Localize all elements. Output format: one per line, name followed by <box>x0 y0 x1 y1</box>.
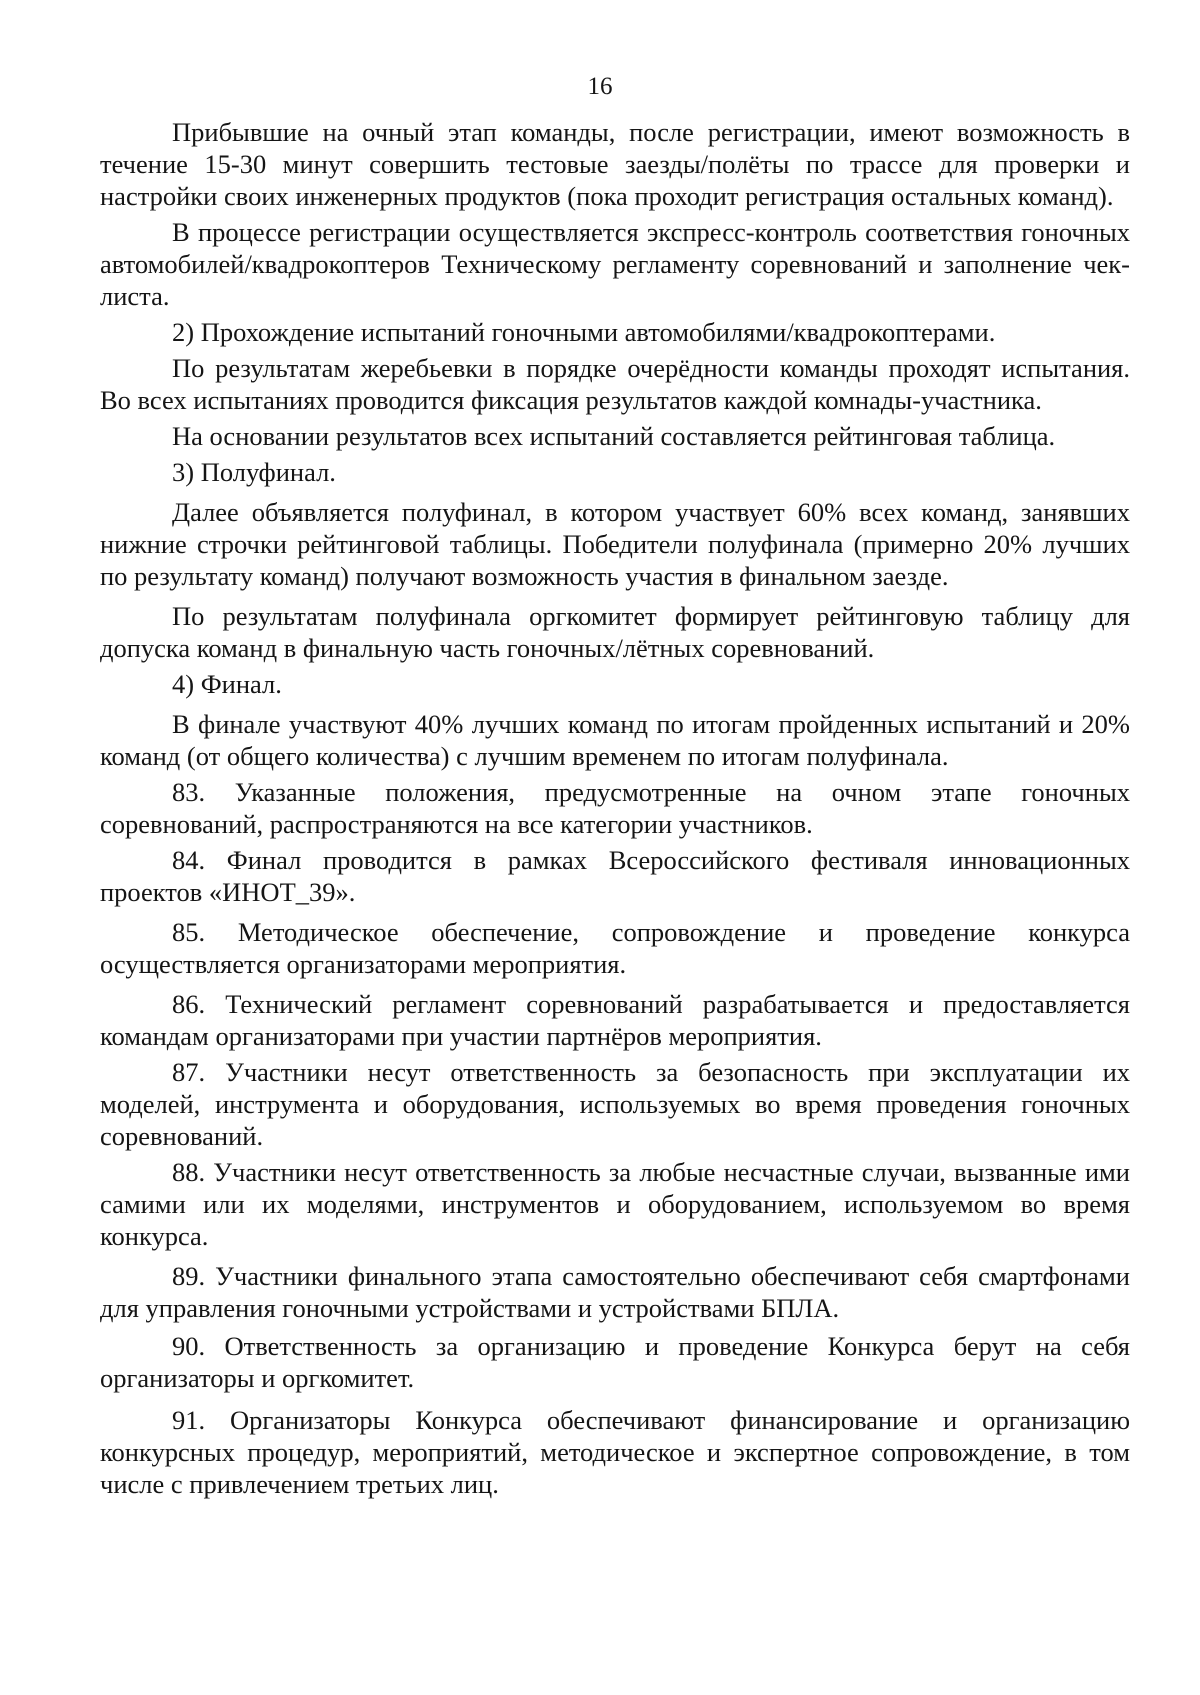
paragraph-arrival-testing: Прибывшие на очный этап команды, после регистрации, имеют возможность в течение 15-30 минут совершить тестовые заезды/полёты по трассе для проверки и настройки своих инженерных продуктов (пока проходит регистрация остальных команд). <box>100 117 1130 211</box>
paragraph-item-90: 90. Ответственность за организацию и проведение Конкурса берут на себя организаторы и оргкомитет. <box>100 1331 1130 1393</box>
page-number: 16 <box>587 73 613 100</box>
paragraph-final-description: В финале участвуют 40% лучших команд по итогам пройденных испытаний и 20% команд (от общего количества) с лучшим временем по итогам полуфинала. <box>100 709 1130 771</box>
paragraph-item-89: 89. Участники финального этапа самостоятельно обеспечивают себя смартфонами для управления гоночными устройствами и устройствами БПЛА. <box>100 1261 1130 1323</box>
paragraph-registration-control: В процессе регистрации осуществляется экспресс-контроль соответствия гоночных автомобилей/квадрокоптеров Техническому регламенту соревнований и заполнение чек-листа. <box>100 217 1130 311</box>
paragraph-item-83: 83. Указанные положения, предусмотренные на очном этапе гоночных соревнований, распространяются на все категории участников. <box>100 777 1130 839</box>
paragraph-item-86: 86. Технический регламент соревнований разрабатывается и предоставляется командам организаторами при участии партнёров мероприятия. <box>100 989 1130 1051</box>
paragraph-rating-table: На основании результатов всех испытаний составляется рейтинговая таблица. <box>172 421 1056 451</box>
paragraph-stage-trials-heading: 2) Прохождение испытаний гоночными автомобилями/квадрокоптерами. <box>172 317 996 347</box>
paragraph-semifinal-heading: 3) Полуфинал. <box>172 457 336 487</box>
paragraph-draw-results: По результатам жеребьевки в порядке очерёдности команды проходят испытания. Во всех испытаниях проводится фиксация результатов каждой комнады-участника. <box>100 353 1130 415</box>
paragraph-item-87: 87. Участники несут ответственность за безопасность при эксплуатации их моделей, инструмента и оборудования, используемых во время проведения гоночных соревнований. <box>100 1057 1130 1151</box>
paragraph-item-88: 88. Участники несут ответственность за любые несчастные случаи, вызванные ими самими или их моделями, инструментов и оборудованием, используемом во время конкурса. <box>100 1157 1130 1251</box>
paragraph-semifinal-results: По результатам полуфинала оргкомитет формирует рейтинговую таблицу для допуска команд в финальную часть гоночных/лётных соревнований. <box>100 601 1130 663</box>
document-body <box>100 116 1130 1500</box>
paragraph-item-91: 91. Организаторы Конкурса обеспечивают финансирование и организацию конкурсных процедур, мероприятий, методическое и экспертное сопровождение, в том числе с привлечением третьих лиц. <box>100 1405 1130 1499</box>
paragraph-semifinal-description: Далее объявляется полуфинал, в котором участвует 60% всех команд, занявших нижние строчки рейтинговой таблицы. Победители полуфинала (примерно 20% лучших по результату команд) получают возможность участия в финальном заезде. <box>100 497 1130 591</box>
paragraph-item-85: 85. Методическое обеспечение, сопровождение и проведение конкурса осуществляется организаторами мероприятия. <box>100 917 1130 979</box>
paragraph-final-heading: 4) Финал. <box>172 669 282 699</box>
paragraph-item-84: 84. Финал проводится в рамках Всероссийского фестиваля инновационных проектов «ИНОТ_39». <box>100 845 1130 907</box>
